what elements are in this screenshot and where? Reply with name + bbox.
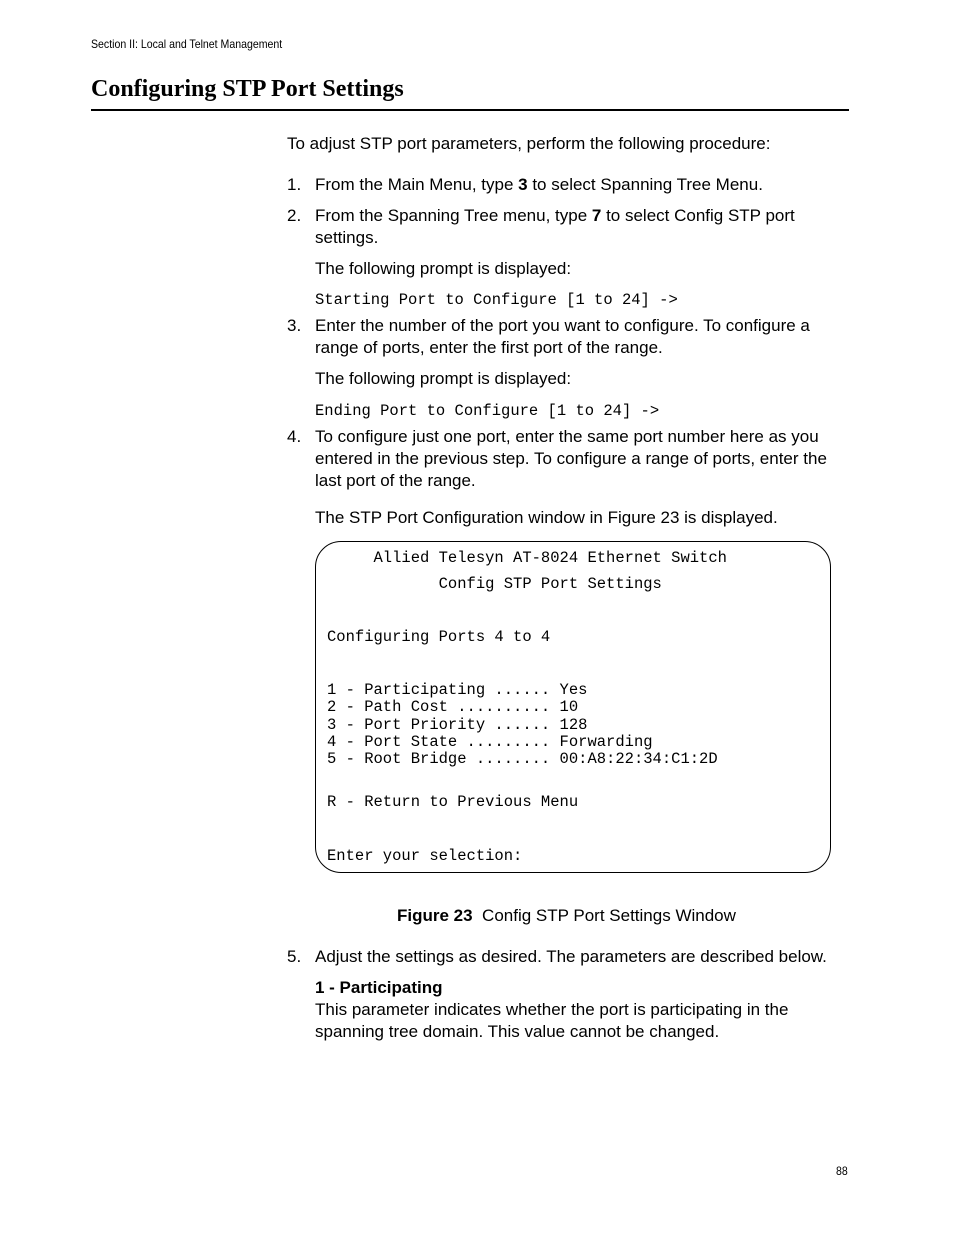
step-number: 1. [287, 175, 302, 194]
window-note: The STP Port Configuration window in Figure 23 is displayed. [315, 508, 778, 527]
terminal-option: 1 - Participating ...... Yes [327, 681, 588, 699]
terminal-option: 4 - Port State ......... Forwarding [327, 733, 653, 751]
section-header: Section II: Local and Telnet Management [91, 37, 283, 51]
page-title: Configuring STP Port Settings [91, 76, 404, 102]
menu-key: 3 [518, 175, 528, 194]
param-description: This parameter indicates whether the port is participating in the spanning tree domain. This value cannot be changed. [315, 1000, 789, 1041]
step-text: From the Spanning Tree menu, type 7 to select Config STP port settings. [315, 206, 795, 247]
terminal-return: R - Return to Previous Menu [327, 793, 579, 811]
title-rule [91, 109, 849, 111]
step-number: 4. [287, 427, 302, 446]
prompt-note: The following prompt is displayed: [315, 369, 572, 388]
param-heading: 1 - Participating [315, 978, 443, 997]
terminal-option: 5 - Root Bridge ........ 00:A8:22:34:C1:2D [327, 750, 718, 768]
step-number: 3. [287, 316, 302, 335]
terminal-title: Allied Telesyn AT-8024 Ethernet Switch [327, 549, 727, 567]
prompt-end: Ending Port to Configure [1 to 24] -> [315, 402, 660, 420]
step-text: Enter the number of the port you want to configure. To configure a range of ports, enter the first port of the range. [315, 316, 810, 357]
terminal-ports-line: Configuring Ports 4 to 4 [327, 628, 551, 646]
page-number: 88 [836, 1164, 848, 1178]
intro-text: To adjust STP port parameters, perform the following procedure: [287, 134, 771, 153]
step-text: To configure just one port, enter the same port number here as you entered in the previous step. To configure a range of ports, enter the last port of the range. [315, 427, 827, 490]
step-text: Adjust the settings as desired. The parameters are described below. [315, 947, 827, 966]
figure-label: Figure 23 [397, 906, 473, 925]
terminal-option: 3 - Port Priority ...... 128 [327, 716, 588, 734]
terminal-prompt: Enter your selection: [327, 847, 523, 865]
terminal-option: 2 - Path Cost .......... 10 [327, 698, 579, 716]
step-number: 2. [287, 206, 302, 225]
terminal-subtitle: Config STP Port Settings [327, 575, 662, 593]
prompt-note: The following prompt is displayed: [315, 259, 572, 278]
prompt-start: Starting Port to Configure [1 to 24] -> [315, 291, 678, 309]
menu-key: 7 [591, 206, 602, 225]
figure-caption: Figure 23 Config STP Port Settings Window [397, 906, 736, 925]
step-text: From the Main Menu, type 3 to select Spanning Tree Menu. [315, 175, 763, 194]
step-number: 5. [287, 947, 302, 966]
